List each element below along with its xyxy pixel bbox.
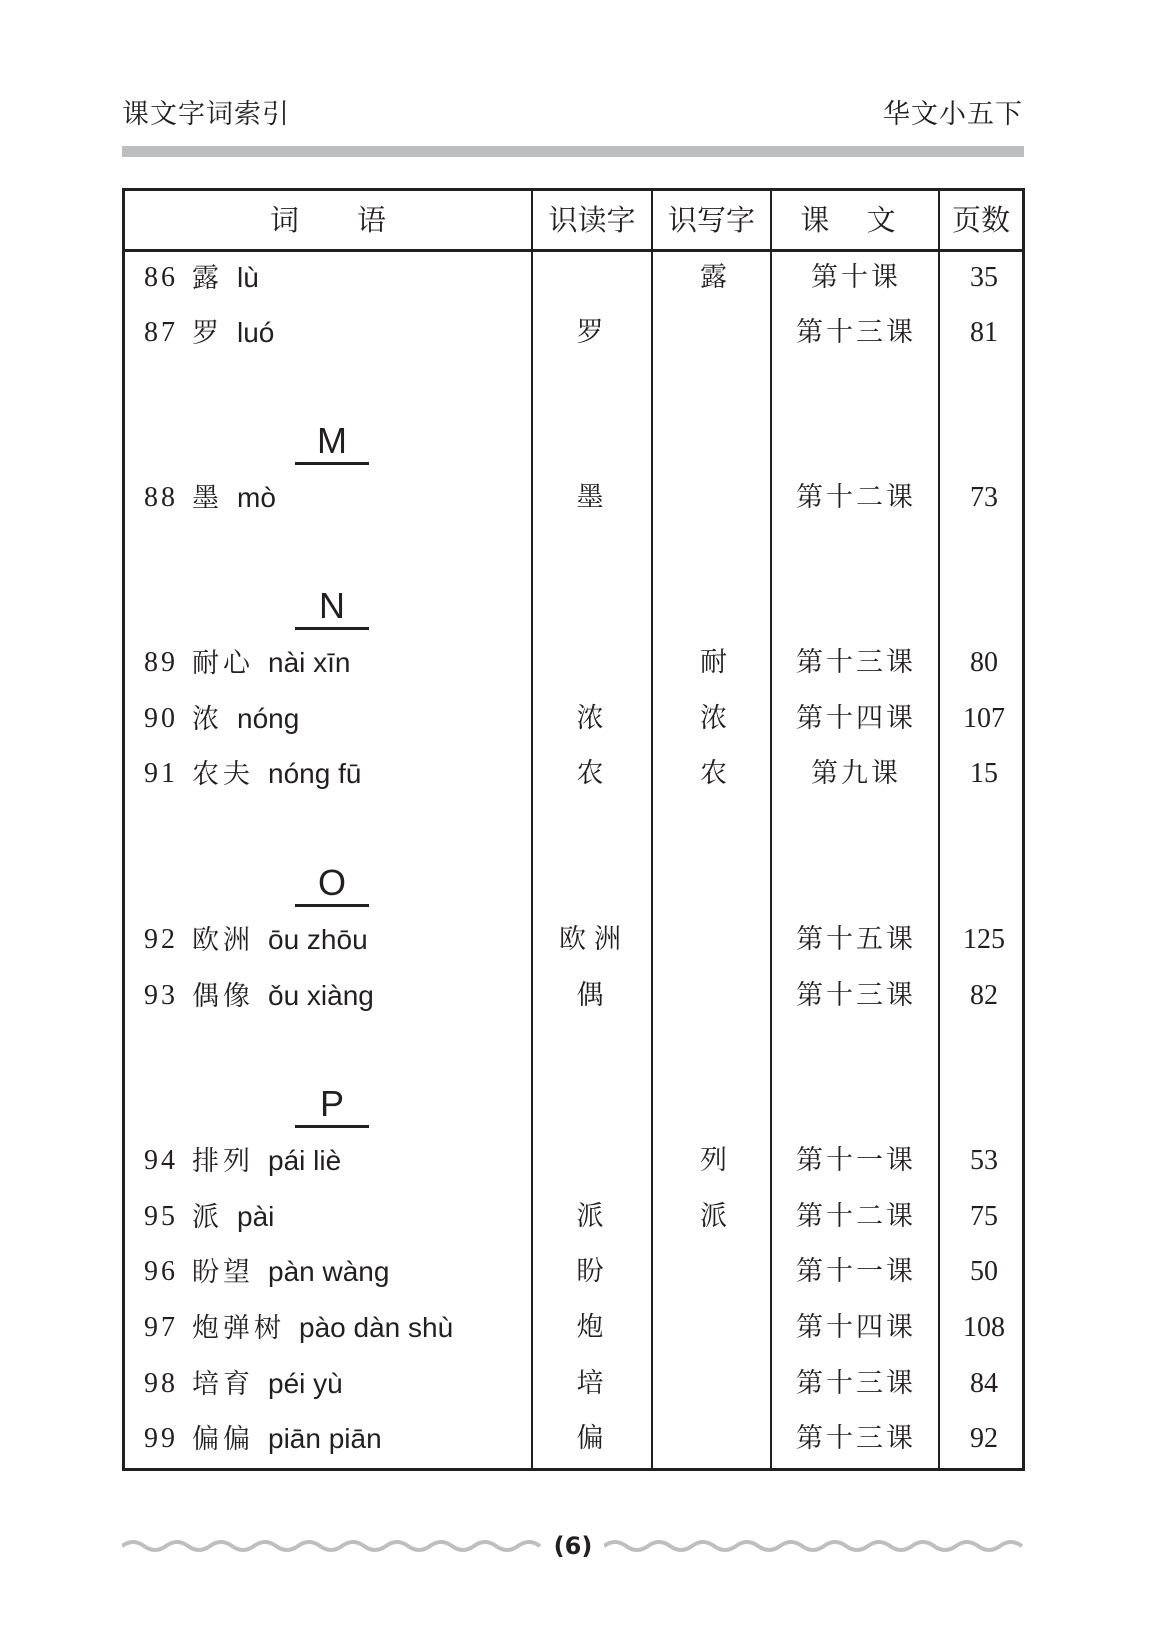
table-row [125,1136,1022,1186]
read-chars: 浓 [576,703,612,734]
read-chars: 偏 [576,1423,612,1454]
entry-pinyin: nóng fū [268,758,362,789]
table-row [125,1303,1022,1353]
page-ref: 80 [970,647,998,678]
table-row [125,915,1022,965]
table-row [125,749,1022,799]
section-underline [295,462,369,465]
section-letter-p: P [319,1083,344,1124]
section-letter-o: O [317,862,346,903]
entry-word [192,1136,341,1187]
entry-hanzi: 农夫 [192,759,254,790]
read-chars: 派 [576,1201,612,1232]
page-ref: 125 [963,924,1005,955]
page-ref: 82 [970,980,998,1011]
table-row [125,308,1022,358]
entry-word [192,308,274,359]
entry-pinyin: nài xīn [268,647,351,678]
read-chars: 偶 [576,980,612,1011]
page-footer [122,1528,1024,1564]
write-chars: 农 [700,758,727,789]
entry-number: 89 [144,647,178,678]
write-chars: 耐 [700,647,727,678]
page-ref: 73 [970,482,998,513]
table-row [125,253,1022,303]
entry-word [192,915,368,966]
entry-hanzi: 炮弹树 [192,1313,285,1344]
entry-pinyin: lù [237,262,259,293]
page-ref: 92 [970,1423,998,1454]
word-index-table [122,188,1025,1471]
entry-hanzi: 浓 [192,704,223,735]
table-row [125,1192,1022,1242]
entry-word [192,749,361,800]
read-chars: 培 [576,1368,612,1399]
page-ref: 84 [970,1368,998,1399]
entry-pinyin: ǒu xiàng [268,980,374,1011]
section-letter-n: N [319,585,345,626]
entry-pinyin: nóng [237,703,300,734]
lesson: 第十二课 [796,1201,916,1232]
read-chars: 罗 [576,317,612,348]
table-row [125,1359,1022,1409]
lesson: 第十三课 [796,980,916,1011]
section-underline [295,904,369,907]
entry-word [192,473,276,524]
header-divider-bar [122,146,1024,157]
entry-number: 90 [144,703,178,734]
entry-pinyin: luó [237,317,275,348]
entry-number: 99 [144,1423,178,1454]
entry-hanzi: 派 [192,1202,223,1233]
entry-pinyin: pái liè [268,1145,342,1176]
entry-word [192,1359,343,1410]
entry-word [192,971,374,1022]
running-header-title: 课文字词索引 [122,99,290,130]
lesson: 第十四课 [796,703,916,734]
section-underline [295,1125,369,1128]
entry-hanzi: 盼望 [192,1257,254,1288]
read-chars: 欧洲 [559,924,629,955]
column-header-lesson: 课 文 [800,203,910,237]
column-header-word: 词 语 [269,203,386,237]
read-chars: 墨 [576,482,612,513]
entry-hanzi: 培育 [192,1369,254,1400]
entry-pinyin: pào dàn shù [299,1312,454,1343]
page-ref: 81 [970,317,998,348]
write-chars: 列 [700,1145,727,1176]
page-ref: 15 [970,758,998,789]
page-number: (6) [553,1532,593,1560]
entry-number: 96 [144,1256,178,1287]
entry-word [192,694,299,745]
wave-divider-right-icon [604,1528,1024,1564]
entry-word [192,1192,274,1243]
column-header-page: 页数 [951,203,1010,237]
read-chars: 农 [576,758,612,789]
entry-hanzi: 欧洲 [192,925,254,956]
entry-hanzi: 露 [192,263,223,294]
lesson: 第十三课 [796,1368,916,1399]
entry-hanzi: 耐心 [192,648,254,679]
write-chars: 浓 [700,703,727,734]
entry-pinyin: piān piān [268,1423,382,1454]
entry-hanzi: 罗 [192,318,223,349]
entry-pinyin: mò [237,482,276,513]
lesson: 第十一课 [796,1145,916,1176]
entry-number: 86 [144,262,178,293]
section-underline [295,627,369,630]
entry-word [192,638,351,689]
lesson: 第十课 [811,262,901,293]
entry-number: 92 [144,924,178,955]
entry-number: 94 [144,1145,178,1176]
entry-number: 93 [144,980,178,1011]
page-ref: 53 [970,1145,998,1176]
entry-pinyin: pài [237,1201,275,1232]
table-row [125,1247,1022,1297]
lesson: 第九课 [811,758,901,789]
lesson: 第十二课 [796,482,916,513]
entry-word [192,1247,389,1298]
entry-pinyin: péi yù [268,1368,343,1399]
entry-word [192,253,259,304]
entry-number: 87 [144,317,178,348]
table-row [125,694,1022,744]
lesson: 第十三课 [796,317,916,348]
table-row [125,473,1022,523]
lesson: 第十三课 [796,647,916,678]
entry-number: 97 [144,1312,178,1343]
lesson: 第十五课 [796,924,916,955]
page-ref: 50 [970,1256,998,1287]
entry-hanzi: 偶像 [192,981,254,1012]
page-ref: 75 [970,1201,998,1232]
entry-word [192,1303,453,1354]
entry-pinyin: pàn wàng [268,1256,390,1287]
table-row [125,638,1022,688]
page-ref: 35 [970,262,998,293]
write-chars: 派 [700,1201,727,1232]
write-chars: 露 [700,262,727,293]
entry-number: 91 [144,758,178,789]
column-header-read-chars: 识读字 [548,203,636,237]
entry-hanzi: 排列 [192,1146,254,1177]
entry-number: 88 [144,482,178,513]
section-letter-m: M [317,420,347,461]
read-chars: 盼 [576,1256,612,1287]
lesson: 第十三课 [796,1423,916,1454]
lesson: 第十四课 [796,1312,916,1343]
column-header-write-chars: 识写字 [667,203,755,237]
page-ref: 108 [963,1312,1005,1343]
entry-number: 98 [144,1368,178,1399]
entry-number: 95 [144,1201,178,1232]
entry-hanzi: 偏偏 [192,1424,254,1455]
read-chars: 炮 [576,1312,612,1343]
table-row [125,1414,1022,1464]
lesson: 第十一课 [796,1256,916,1287]
entry-word [192,1414,382,1465]
table-row [125,971,1022,1021]
running-header-book: 华文小五下 [883,99,1023,130]
page-ref: 107 [963,703,1005,734]
entry-hanzi: 墨 [192,483,223,514]
entry-pinyin: ōu zhōu [268,924,368,955]
table-header-row [125,191,1022,252]
